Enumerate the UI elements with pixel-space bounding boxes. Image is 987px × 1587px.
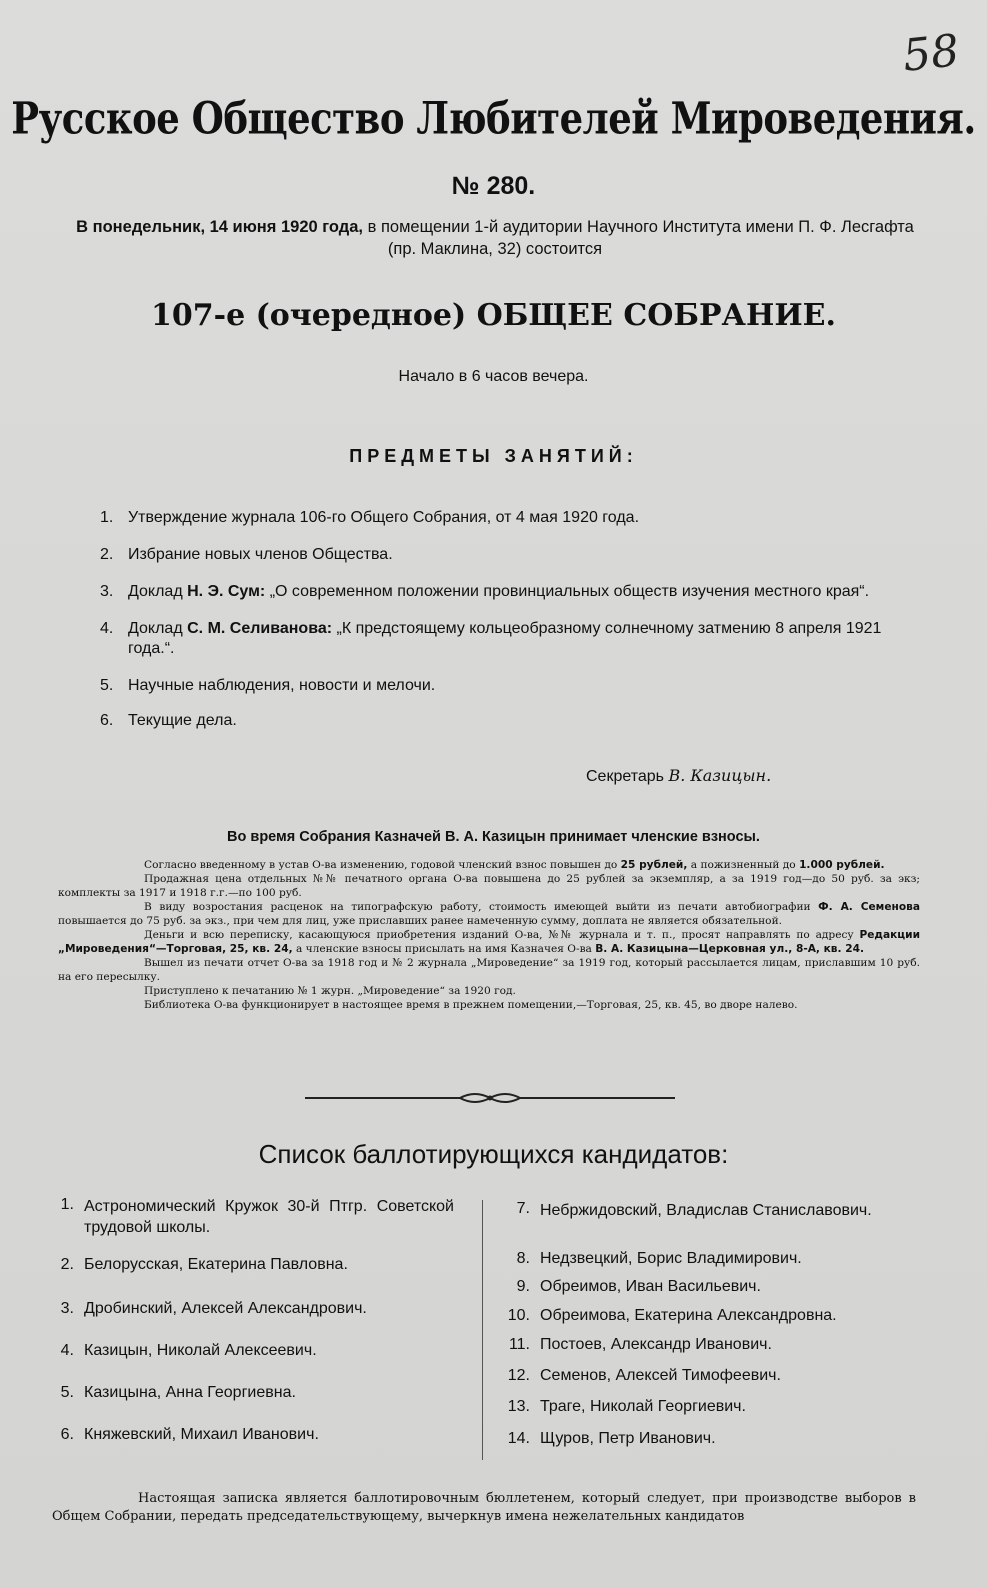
issue-number: № 280. xyxy=(451,172,536,200)
candidate-item: 11. Постоев, Александр Иванович. xyxy=(508,1336,772,1353)
agenda-title: ПРЕДМЕТЫ ЗАНЯТИЙ: xyxy=(349,446,638,466)
address-paragraph: Деньги и всю переписку, касающуюся приобретения изданий О-ва, №№ журнала и т. п., просят направлять по адресу Редакции „Мироведения“—Торговая, 25, кв. 24, а членские взносы присылать на имя Казначея О-ва В. А. Казицына—Церковная ул., 8-А, кв. 24. xyxy=(58,929,920,955)
agenda-item-text: Избрание новых членов Общества. xyxy=(128,546,393,563)
candidate-item: 9. Обреимов, Иван Васильевич. xyxy=(516,1278,761,1295)
start-time: Начало в 6 часов вечера. xyxy=(398,368,589,385)
handwritten-page-number: 58 xyxy=(900,25,962,82)
society-title: Русское Общество Любителей Мироведения. xyxy=(11,92,976,144)
ballot-note: Настоящая записка является баллотировочным бюллетенем, который следует, при производстве выборов в Общем Собрании, передать председательствующему, вычеркнув имена нежелательных кандидатов xyxy=(52,1491,916,1524)
agenda-item-text: Научные наблюдения, новости и мелочи. xyxy=(128,677,436,694)
agenda-item-prefix: Доклад xyxy=(128,583,183,600)
agenda-item xyxy=(100,711,925,731)
price-paragraph: Продажная цена отдельных №№ печатного органа О-ва повышена до 25 рублей за экземпляр, а за 1919 год—до 50 руб. за экз; комплекты за 1917 и 1918 г.г.—по 100 руб. xyxy=(58,873,920,899)
report-title: „К предстоящему кольцеобразному солнечному затмению 8 апреля 1921 года.“. xyxy=(128,620,882,657)
candidate-item: 1. Астрономический Кружок 30-й Птгр. Советской трудовой школы. xyxy=(60,1196,454,1236)
author-name: Ф. А. Семенова xyxy=(818,901,920,913)
agenda-item-text: Текущие дела. xyxy=(128,712,237,729)
candidate-item: 13. Траге, Николай Георгиевич. xyxy=(507,1398,746,1415)
agenda-item-prefix: Доклад xyxy=(128,620,183,637)
agenda-item-number: 6. xyxy=(100,712,114,729)
report-paragraph: Вышел из печати отчет О-ва за 1918 год и № 2 журнала „Мироведение“ за 1919 год, который рассылается лицам, приславшим 10 руб. на его пересылку. xyxy=(58,957,920,983)
secretary-name: В. Казицын. xyxy=(668,766,772,785)
agenda-item-text xyxy=(128,582,925,602)
secretary-label: Секретарь xyxy=(586,768,664,785)
lifetime-fee: 1.000 рублей. xyxy=(799,859,885,871)
agenda-item-number: 1. xyxy=(100,509,114,526)
candidate-item: 3. Дробинский, Алексей Александрович. xyxy=(60,1300,367,1317)
candidate-item: 14. Щуров, Петр Иванович. xyxy=(507,1430,716,1447)
agenda-item xyxy=(100,676,925,696)
candidate-item: 4. Казицын, Николай Алексеевич. xyxy=(60,1342,317,1359)
agenda-list xyxy=(100,508,925,748)
fine-print xyxy=(58,858,920,1012)
column-divider xyxy=(482,1200,483,1460)
treasurer-address: В. А. Казицына—Церковная ул., 8-А, кв. 24. xyxy=(595,943,864,955)
printing-paragraph: Приступлено к печатанию № 1 журн. „Мироведение“ за 1920 год. xyxy=(144,985,516,997)
agenda-item xyxy=(100,508,925,528)
announcement-location: в помещении 1-й аудитории Научного Института имени П. Ф. Лесгафта (пр. Маклина, 32) состоится xyxy=(367,218,914,258)
candidate-item: 6. Княжевский, Михаил Иванович. xyxy=(60,1426,319,1443)
treasurer-notice: Во время Собрания Казначей В. А. Казицын принимает членские взносы. xyxy=(227,829,760,845)
agenda-item-text xyxy=(128,619,925,659)
agenda-item-text: Утверждение журнала 106-го Общего Собрания, от 4 мая 1920 года. xyxy=(128,509,640,526)
candidates-title: Список баллотирующихся кандидатов: xyxy=(258,1139,729,1169)
annual-fee: 25 рублей, xyxy=(620,859,688,871)
editorial-address: Редакции „Мироведения“—Торговая, 25, кв. 24, xyxy=(58,929,920,955)
secretary-signature xyxy=(586,766,771,786)
speaker-name: Н. Э. Сум: xyxy=(187,583,266,600)
autobiography-paragraph: В виду возростания расценок на типографскую работу, стоимость имеющей выйти из печати автобиографии Ф. А. Семенова повышается до 75 руб. за экз., при чем для лиц, уже приславших ранее намеченную сумму, доплата не является обязательной. xyxy=(58,901,920,927)
candidate-item: 2. Белорусская, Екатерина Павловна. xyxy=(60,1256,348,1273)
agenda-item-number: 5. xyxy=(100,677,114,694)
agenda-item xyxy=(100,545,925,565)
speaker-name: С. М. Селиванова: xyxy=(187,620,333,637)
agenda-item xyxy=(100,619,925,659)
announcement-date: В понедельник, 14 июня 1920 года, xyxy=(76,218,364,236)
fee-paragraph: Согласно введенному в устав О-ва изменению, годовой членский взнос повышен до 25 рублей, а пожизненный до 1.000 рублей. xyxy=(144,859,885,871)
candidate-item: 10. Обреимова, Екатерина Александровна. xyxy=(507,1307,837,1324)
agenda-item xyxy=(100,582,925,602)
candidate-item: 12. Семенов, Алексей Тимофеевич. xyxy=(507,1367,781,1384)
candidate-item: 8. Недзвецкий, Борис Владимирович. xyxy=(516,1250,802,1267)
agenda-item-number: 2. xyxy=(100,546,114,563)
meeting-announcement xyxy=(60,216,930,260)
library-paragraph: Библиотека О-ва функционирует в настоящее время в прежнем помещении,—Торговая, 25, кв. 45, во дворе налево. xyxy=(144,999,798,1011)
report-title: „О современном положении провинциальных обществ изучения местного края“. xyxy=(269,583,870,600)
candidate-item: 5. Казицына, Анна Георгиевна. xyxy=(60,1384,296,1401)
candidate-item: 7. Небржидовский, Владислав Станиславович. xyxy=(516,1200,872,1219)
agenda-item-number: 4. xyxy=(100,620,114,637)
ornament-divider xyxy=(305,1090,675,1106)
meeting-heading: 107-е (очередное) ОБЩЕЕ СОБРАНИЕ. xyxy=(151,298,836,333)
agenda-item-number: 3. xyxy=(100,583,114,600)
